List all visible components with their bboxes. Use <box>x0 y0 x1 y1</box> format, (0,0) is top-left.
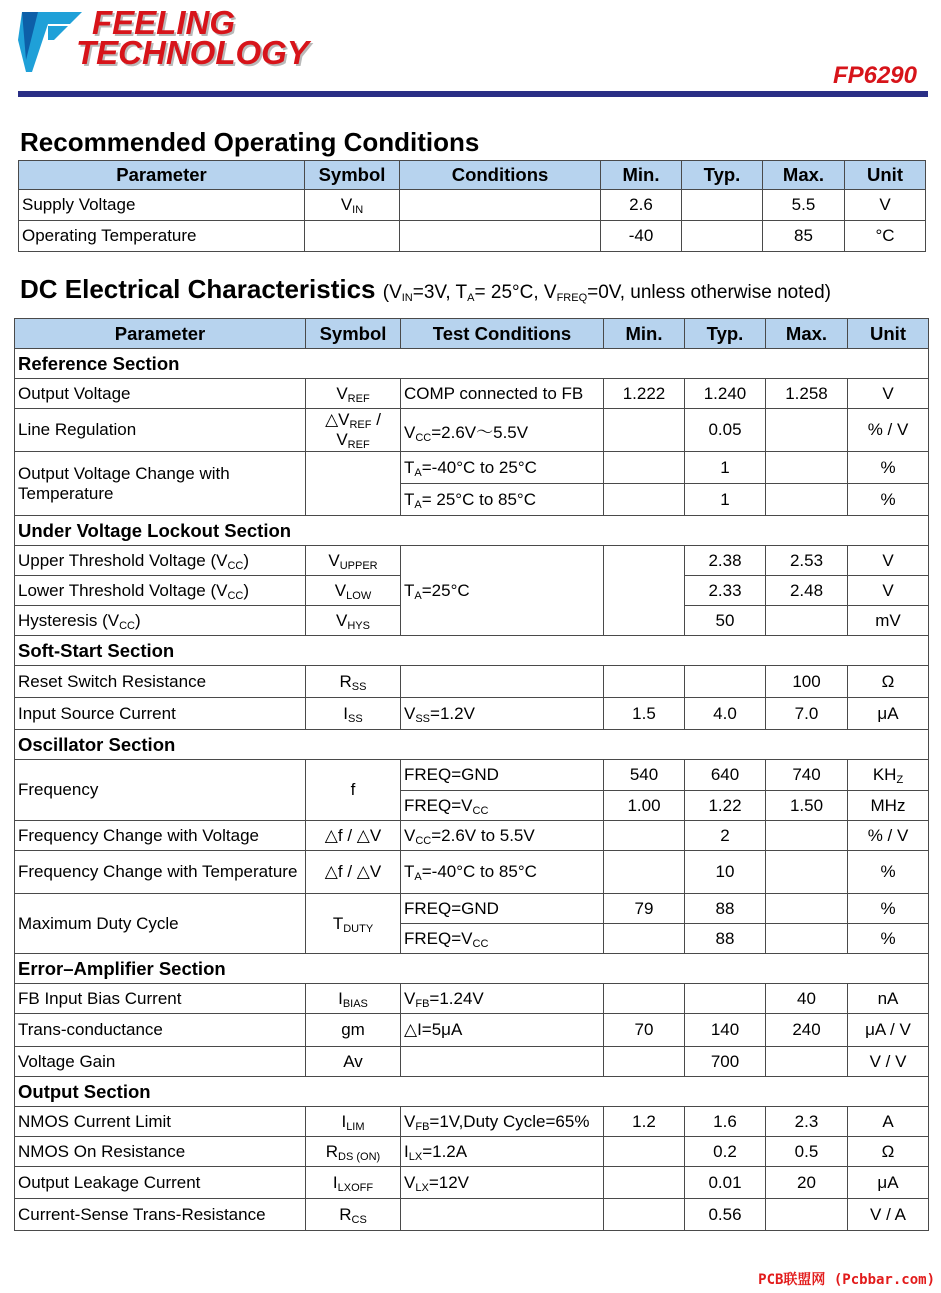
typ-cell: 88 <box>685 924 766 954</box>
section-label: Error–Amplifier Section <box>15 954 929 984</box>
cond-cell: $V_{LX}=12V$ <box>401 1167 604 1199</box>
symbol-cell: $R_{DS (ON)}$ <box>306 1137 401 1167</box>
max-cell: 2.3 <box>766 1107 848 1137</box>
param-cell: Line Regulation <box>15 409 306 452</box>
col-header: Test Conditions <box>401 319 604 349</box>
typ-cell: 2.33 <box>685 576 766 606</box>
table-row <box>15 698 929 730</box>
table-row <box>15 851 929 894</box>
company-name-line2: TECHNOLOGY <box>76 34 309 71</box>
max-cell: 740 <box>766 760 848 791</box>
cond-cell: COMP connected to FB <box>401 379 604 409</box>
unit-cell: $KH_Z$ <box>848 760 929 791</box>
symbol-cell: $V_{IN}$ <box>305 190 400 221</box>
section-row <box>15 349 929 379</box>
table-row <box>19 190 926 221</box>
table-row <box>15 1107 929 1137</box>
cond-cell: $V_{CC}=2.6V$ to 5.5V <box>401 821 604 851</box>
unit-cell: % / V <box>848 409 929 452</box>
table-row <box>15 1137 929 1167</box>
col-header: Min. <box>601 161 682 190</box>
table-row <box>15 666 929 698</box>
table-row <box>19 221 926 252</box>
param-cell: Current-Sense Trans-Resistance <box>15 1199 306 1231</box>
table-row <box>15 546 929 576</box>
col-header: Parameter <box>19 161 305 190</box>
table-row <box>15 894 929 924</box>
section-row <box>15 1077 929 1107</box>
unit-cell: % <box>848 894 929 924</box>
section-row <box>15 730 929 760</box>
min-cell <box>604 821 685 851</box>
unit-cell: % / V <box>848 821 929 851</box>
cond-cell <box>401 1047 604 1077</box>
table-row <box>15 379 929 409</box>
symbol-cell: △f / △V <box>306 851 401 894</box>
typ-cell: 640 <box>685 760 766 791</box>
max-cell: 1.258 <box>766 379 848 409</box>
unit-cell: Ω <box>848 666 929 698</box>
symbol-cell: $V_{REF}$ <box>306 379 401 409</box>
table-row <box>15 1047 929 1077</box>
symbol-cell: $V_{LOW}$ <box>306 576 401 606</box>
typ-cell: 4.0 <box>685 698 766 730</box>
max-cell: 240 <box>766 1014 848 1047</box>
typ-cell <box>682 221 763 252</box>
header-divider <box>18 91 928 97</box>
symbol-cell: $V_{HYS}$ <box>306 606 401 636</box>
param-cell: FB Input Bias Current <box>15 984 306 1014</box>
part-number: FP6290 <box>832 62 917 89</box>
min-cell <box>604 1167 685 1199</box>
param-cell: Lower Threshold Voltage $(V_{CC})$ <box>15 576 306 606</box>
section-label: Reference Section <box>15 349 929 379</box>
param-cell: Input Source Current <box>15 698 306 730</box>
cond-cell <box>401 1199 604 1231</box>
col-header: Typ. <box>682 161 763 190</box>
min-cell <box>604 984 685 1014</box>
symbol-cell: $\triangle V_{REF}$ / $V_{REF}$ <box>306 409 401 452</box>
min-cell <box>604 1199 685 1231</box>
symbol-cell <box>306 452 401 516</box>
max-cell <box>766 1199 848 1231</box>
cond-cell: $T_A=-40^\circ C$ to 25°C <box>401 452 604 484</box>
table-header-row <box>15 319 929 349</box>
param-cell: Hysteresis $(V_{CC})$ <box>15 606 306 636</box>
typ-cell <box>685 984 766 1014</box>
param-cell: Trans-conductance <box>15 1014 306 1047</box>
min-cell: 2.6 <box>601 190 682 221</box>
unit-cell: V <box>848 576 929 606</box>
max-cell <box>766 484 848 516</box>
typ-cell: 140 <box>685 1014 766 1047</box>
cond-cell: $V_{FB}=1.24V$ <box>401 984 604 1014</box>
unit-cell: A <box>848 1107 929 1137</box>
cond-cell: $T_A=25^\circ C$ <box>401 546 604 636</box>
typ-cell: 88 <box>685 894 766 924</box>
min-cell <box>604 851 685 894</box>
cond-cell: FREQ=GND <box>401 894 604 924</box>
cond-cell: FREQ=GND <box>401 760 604 791</box>
param-cell: Reset Switch Resistance <box>15 666 306 698</box>
unit-cell: V / A <box>848 1199 929 1231</box>
param-cell: Supply Voltage <box>19 190 305 221</box>
dc-characteristics-table <box>14 318 929 1231</box>
unit-cell: % <box>848 484 929 516</box>
cond-cell <box>400 221 601 252</box>
min-cell <box>604 452 685 484</box>
table-row <box>15 452 929 484</box>
param-cell: NMOS On Resistance <box>15 1137 306 1167</box>
max-cell: 5.5 <box>763 190 845 221</box>
max-cell <box>766 452 848 484</box>
unit-cell: MHz <box>848 791 929 821</box>
unit-cell: μA / V <box>848 1014 929 1047</box>
company-logo <box>18 4 328 84</box>
typ-cell: 0.01 <box>685 1167 766 1199</box>
typ-cell: 1.22 <box>685 791 766 821</box>
symbol-cell: $R_{CS}$ <box>306 1199 401 1231</box>
cond-cell: $T_A=-40^\circ C$ to 85°C <box>401 851 604 894</box>
min-cell <box>604 409 685 452</box>
min-cell <box>604 546 685 636</box>
table-row <box>15 821 929 851</box>
param-cell: Output Leakage Current <box>15 1167 306 1199</box>
cond-cell: △I=5μA <box>401 1014 604 1047</box>
param-cell: Frequency <box>15 760 306 821</box>
max-cell <box>766 409 848 452</box>
unit-cell: % <box>848 851 929 894</box>
cond-cell: $T_A= 25^\circ C$ to 85°C <box>401 484 604 516</box>
max-cell <box>766 821 848 851</box>
param-cell: Voltage Gain <box>15 1047 306 1077</box>
min-cell: 1.00 <box>604 791 685 821</box>
max-cell <box>766 924 848 954</box>
max-cell <box>766 1047 848 1077</box>
section-row <box>15 516 929 546</box>
symbol-cell: $R_{SS}$ <box>306 666 401 698</box>
param-cell: Output Voltage Change with Temperature <box>15 452 306 516</box>
typ-cell: 0.56 <box>685 1199 766 1231</box>
cond-cell <box>400 190 601 221</box>
section-row <box>15 636 929 666</box>
param-cell: NMOS Current Limit <box>15 1107 306 1137</box>
min-cell: 1.5 <box>604 698 685 730</box>
typ-cell: 2 <box>685 821 766 851</box>
unit-cell: Ω <box>848 1137 929 1167</box>
max-cell: 1.50 <box>766 791 848 821</box>
unit-cell: μA <box>848 698 929 730</box>
table-row <box>15 760 929 791</box>
min-cell: -40 <box>601 221 682 252</box>
max-cell: 0.5 <box>766 1137 848 1167</box>
min-cell <box>604 924 685 954</box>
table-row <box>15 984 929 1014</box>
max-cell <box>766 894 848 924</box>
param-cell: Upper Threshold Voltage $(V_{CC})$ <box>15 546 306 576</box>
section-row <box>15 954 929 984</box>
rec-conditions-title: Recommended Operating Conditions <box>20 127 480 157</box>
col-header: Symbol <box>306 319 401 349</box>
param-cell: Maximum Duty Cycle <box>15 894 306 954</box>
symbol-cell: $T_{DUTY}$ <box>306 894 401 954</box>
symbol-cell: $I_{SS}$ <box>306 698 401 730</box>
cond-cell: $V_{CC}=2.6V\sim 5.5V$ <box>401 409 604 452</box>
section-label: Output Section <box>15 1077 929 1107</box>
symbol-cell: $I_{LIM}$ <box>306 1107 401 1137</box>
table-row <box>15 1167 929 1199</box>
col-header: Unit <box>848 319 929 349</box>
symbol-cell: $I_{BIAS}$ <box>306 984 401 1014</box>
col-header: Conditions <box>400 161 601 190</box>
typ-cell: 2.38 <box>685 546 766 576</box>
cond-cell: $FREQ=V_{CC}$ <box>401 924 604 954</box>
param-cell: Operating Temperature <box>19 221 305 252</box>
min-cell: 1.2 <box>604 1107 685 1137</box>
symbol-cell: Av <box>306 1047 401 1077</box>
max-cell: 100 <box>766 666 848 698</box>
watermark: PCB联盟网 (Pcbbar.com) <box>758 1272 935 1288</box>
table-row <box>15 1199 929 1231</box>
unit-cell: V <box>845 190 926 221</box>
col-header: Min. <box>604 319 685 349</box>
rec-conditions-table <box>18 160 926 252</box>
param-cell: Output Voltage <box>15 379 306 409</box>
unit-cell: μA <box>848 1167 929 1199</box>
unit-cell: V / V <box>848 1047 929 1077</box>
symbol-cell: f <box>306 760 401 821</box>
max-cell <box>766 606 848 636</box>
param-cell: Frequency Change with Voltage <box>15 821 306 851</box>
col-header: Unit <box>845 161 926 190</box>
symbol-cell: △f / △V <box>306 821 401 851</box>
max-cell: 2.53 <box>766 546 848 576</box>
col-header: Typ. <box>685 319 766 349</box>
unit-cell: % <box>848 452 929 484</box>
dc-characteristics-title: DC Electrical Characteristics ($V_{IN}=3V$, $T_A= 25^\circ C$, $V_{FREQ}=0V$, unless otherwise noted) <box>20 274 831 304</box>
typ-cell: 10 <box>685 851 766 894</box>
unit-cell: V <box>848 546 929 576</box>
table-row <box>15 1014 929 1047</box>
symbol-cell: gm <box>306 1014 401 1047</box>
unit-cell: °C <box>845 221 926 252</box>
min-cell <box>604 1047 685 1077</box>
typ-cell: 0.2 <box>685 1137 766 1167</box>
max-cell: 7.0 <box>766 698 848 730</box>
unit-cell: % <box>848 924 929 954</box>
param-cell: Frequency Change with Temperature <box>15 851 306 894</box>
min-cell: 79 <box>604 894 685 924</box>
typ-cell <box>685 666 766 698</box>
typ-cell: 700 <box>685 1047 766 1077</box>
typ-cell: 0.05 <box>685 409 766 452</box>
section-label: Under Voltage Lockout Section <box>15 516 929 546</box>
min-cell: 70 <box>604 1014 685 1047</box>
col-header: Max. <box>763 161 845 190</box>
typ-cell: 1 <box>685 484 766 516</box>
max-cell: 40 <box>766 984 848 1014</box>
cond-cell <box>401 666 604 698</box>
max-cell: 85 <box>763 221 845 252</box>
symbol-cell <box>305 221 400 252</box>
table-row <box>15 409 929 452</box>
cond-cell: $I_{LX}=1.2A$ <box>401 1137 604 1167</box>
symbol-cell: $V_{UPPER}$ <box>306 546 401 576</box>
max-cell: 2.48 <box>766 576 848 606</box>
min-cell: 1.222 <box>604 379 685 409</box>
cond-cell: $FREQ=V_{CC}$ <box>401 791 604 821</box>
min-cell: 540 <box>604 760 685 791</box>
table-header-row <box>19 161 926 190</box>
col-header: Symbol <box>305 161 400 190</box>
dc-conditions-note: ($V_{IN}=3V$, $T_A= 25^\circ C$, $V_{FREQ}=0V$, unless otherwise noted) <box>382 282 831 304</box>
min-cell <box>604 484 685 516</box>
section-label: Soft-Start Section <box>15 636 929 666</box>
cond-cell: $V_{SS}=1.2V$ <box>401 698 604 730</box>
unit-cell: nA <box>848 984 929 1014</box>
col-header: Max. <box>766 319 848 349</box>
col-header: Parameter <box>15 319 306 349</box>
section-label: Oscillator Section <box>15 730 929 760</box>
company-name-line1: FEELING <box>92 4 236 41</box>
max-cell: 20 <box>766 1167 848 1199</box>
unit-cell: mV <box>848 606 929 636</box>
typ-cell: 50 <box>685 606 766 636</box>
typ-cell: 1.240 <box>685 379 766 409</box>
typ-cell: 1.6 <box>685 1107 766 1137</box>
max-cell <box>766 851 848 894</box>
unit-cell: V <box>848 379 929 409</box>
typ-cell: 1 <box>685 452 766 484</box>
typ-cell <box>682 190 763 221</box>
cond-cell: $V_{FB}=1V,Duty$ Cycle=65% <box>401 1107 604 1137</box>
min-cell <box>604 1137 685 1167</box>
min-cell <box>604 666 685 698</box>
symbol-cell: $I_{LXOFF}$ <box>306 1167 401 1199</box>
